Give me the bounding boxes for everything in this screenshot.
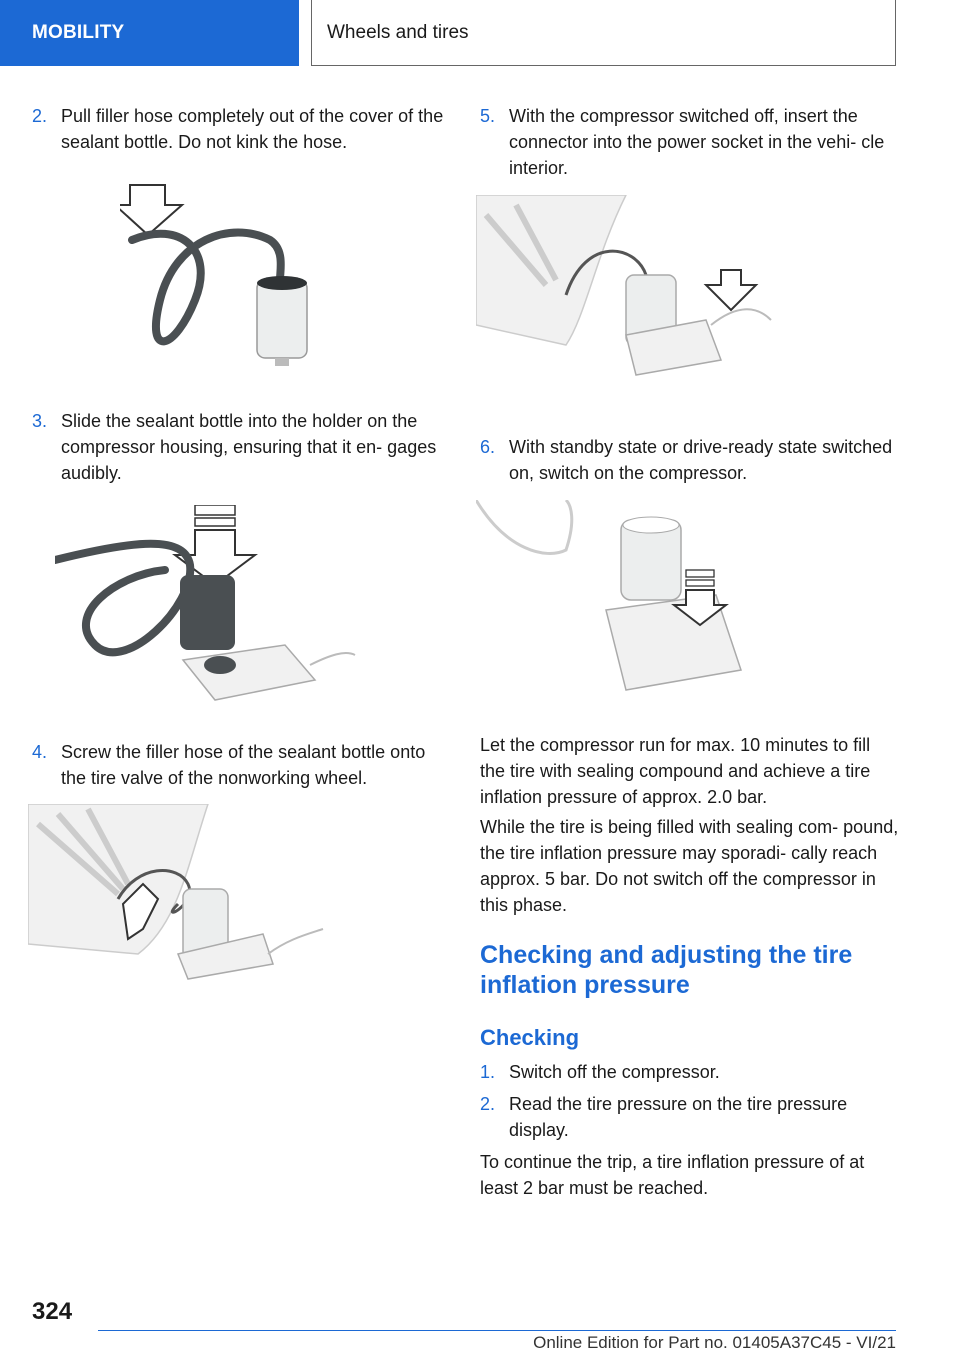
page-number: 324 bbox=[32, 1298, 73, 1325]
footer-divider bbox=[98, 1330, 896, 1331]
check-step-1 bbox=[480, 1059, 900, 1085]
step-number: 1. bbox=[480, 1062, 496, 1082]
step-3 bbox=[32, 408, 444, 486]
step-text: Read the tire pressure on the tire pressure display. bbox=[509, 1094, 848, 1140]
step-4 bbox=[32, 739, 444, 791]
step-text: Screw the filler hose of the sealant bottle onto the tire valve of the nonworking wheel. bbox=[61, 742, 426, 788]
chapter-header bbox=[311, 0, 896, 66]
compressor-switch-illustration bbox=[476, 500, 756, 700]
step-number: 2. bbox=[480, 1094, 496, 1114]
section-tab bbox=[0, 0, 299, 66]
section-title: MOBILITY bbox=[32, 22, 125, 43]
subsection-heading: Checking bbox=[480, 1025, 580, 1050]
step-text: Pull filler hose completely out of the cover of the sealant bottle. Do not kink the hose. bbox=[61, 106, 444, 152]
step-text: With the compressor switched off, insert the connector into the power socket in the vehi‐ cle interior. bbox=[509, 106, 885, 178]
step-number: 4. bbox=[32, 742, 48, 762]
chapter-title: Wheels and tires bbox=[327, 21, 469, 43]
section-heading: Checking and adjusting the tire inflation pressure bbox=[480, 941, 853, 999]
arrow-icon bbox=[120, 185, 182, 235]
paragraph: While the tire is being filled with sealing com‐ pound, the tire inflation pressure may sporadi‐ cally reach approx. 5 bar. Do not switch off the compressor in this phase. bbox=[480, 817, 899, 915]
power-socket-illustration bbox=[476, 195, 776, 385]
sealant-hose-illustration bbox=[120, 180, 320, 375]
tire-valve-illustration bbox=[28, 804, 328, 994]
step-text: Switch off the compressor. bbox=[509, 1062, 720, 1082]
paragraph: To continue the trip, a tire inflation pressure of at least 2 bar must be reached. bbox=[480, 1152, 865, 1198]
step-5 bbox=[480, 103, 900, 181]
step-2 bbox=[32, 103, 444, 155]
step-number: 5. bbox=[480, 106, 496, 126]
step-text: With standby state or drive-ready state switched on, switch on the compressor. bbox=[509, 437, 893, 483]
compressor-bottle-illustration bbox=[55, 505, 360, 715]
step-number: 2. bbox=[32, 106, 48, 126]
footer-edition: Online Edition for Part no. 01405A37C45 - VI/21 bbox=[533, 1333, 896, 1352]
step-text: Slide the sealant bottle into the holder on the compressor housing, ensuring that it en‐ gages audibly. bbox=[61, 411, 437, 483]
check-step-2 bbox=[480, 1091, 900, 1143]
paragraph: Let the compressor run for max. 10 minutes to fill the tire with sealing compound and achieve a tire inflation pressure of approx. 2.0 bar. bbox=[480, 735, 871, 807]
step-number: 6. bbox=[480, 437, 496, 457]
step-number: 3. bbox=[32, 411, 48, 431]
arrow-icon bbox=[706, 270, 756, 310]
step-6 bbox=[480, 434, 900, 486]
